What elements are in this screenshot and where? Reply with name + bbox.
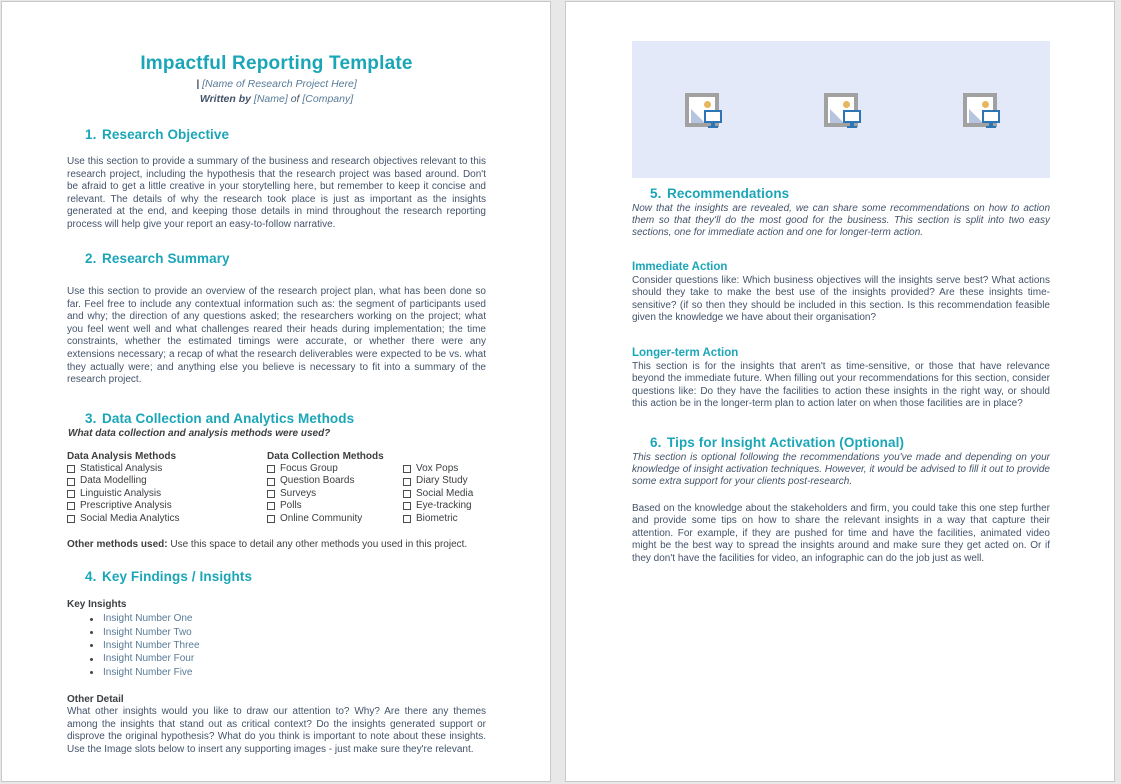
immediate-action-body: Consider questions like: Which business objectives will the insights serve best? What actions should they take to make the best use of the insights provided? Are these insights time-sensitive? (if so then they should be included in this section. Is this recommendation feasible given the knowledge we have about their organisation?	[632, 274, 1050, 324]
checkbox-icon[interactable]	[67, 502, 75, 510]
insight-item: Insight Number Four	[103, 652, 486, 665]
insight-item: Insight Number Three	[103, 639, 486, 652]
section-4-number: 4.	[85, 569, 97, 585]
checkbox-diary-study[interactable]: Diary Study	[403, 475, 486, 487]
image-placeholder-icon[interactable]	[963, 93, 997, 127]
checkbox-icon[interactable]	[67, 490, 75, 498]
section-6-heading	[650, 435, 1050, 450]
checkbox-icon[interactable]	[267, 502, 275, 510]
checkbox-icon[interactable]	[267, 465, 275, 473]
checkbox-question-boards[interactable]: Question Boards	[267, 475, 403, 487]
section-5-number: 5.	[650, 186, 662, 201]
monitor-base	[708, 126, 718, 128]
sun-icon	[982, 101, 989, 108]
checkbox-icon[interactable]	[67, 465, 75, 473]
checkbox-icon[interactable]	[403, 478, 411, 486]
checkbox-icon[interactable]	[403, 490, 411, 498]
section-5-title: Recommendations	[667, 186, 790, 201]
section-6-body: Based on the knowledge about the stakeholders and firm, you could take this one step further and provide some tips on how to share the relevant insights in a way that capture their attention. For example, if they are pushed for time and have the facilities, animated video might be the best way to spread the insights around and make sure they get acted on. Or if they don't have the facilities for video, an infographic can do the job just as well.	[632, 502, 1050, 564]
section-6-title: Tips for Insight Activation (Optional)	[667, 434, 905, 450]
monitor-base	[986, 126, 996, 128]
mountain-icon	[969, 109, 983, 123]
insight-item: Insight Number Five	[103, 666, 486, 679]
monitor-icon	[704, 110, 722, 123]
section-3-subtitle: What data collection and analysis methods were used?	[68, 427, 331, 439]
checkbox-icon[interactable]	[403, 465, 411, 473]
longer-term-action-heading: Longer-term Action	[632, 346, 739, 359]
monitor-base	[847, 126, 857, 128]
checkbox-icon[interactable]	[67, 515, 75, 523]
document-title: Impactful Reporting Template	[140, 53, 413, 74]
section-6-number: 6.	[650, 434, 662, 450]
checkbox-prescriptive-analysis[interactable]: Prescriptive Analysis	[67, 500, 267, 512]
other-methods-label: Other methods used:	[67, 539, 168, 551]
checkbox-icon[interactable]	[403, 502, 411, 510]
section-5-intro: Now that the insights are revealed, we can share some recommendations on how to action them so that they'll do the most good for the business. This section is split into two easy sections, one for immediate action and one for longer-term action.	[632, 203, 1050, 239]
analysis-methods-header: Data Analysis Methods	[67, 450, 177, 462]
collection-methods-column-1	[267, 451, 403, 525]
checkbox-icon[interactable]	[267, 490, 275, 498]
monitor-icon	[982, 110, 1000, 123]
other-methods-text: Use this space to detail any other methods you used in this project.	[170, 539, 468, 551]
checkbox-social-media-analytics[interactable]: Social Media Analytics	[67, 513, 267, 525]
key-insights-list	[67, 612, 486, 679]
section-1-heading	[85, 127, 486, 142]
section-4-heading	[85, 569, 486, 584]
document-page-1	[1, 1, 551, 782]
document-byline	[67, 93, 486, 105]
checkbox-eye-tracking[interactable]: Eye-tracking	[403, 500, 486, 512]
checkbox-surveys[interactable]: Surveys	[267, 488, 403, 500]
image-placeholder-icon[interactable]	[685, 93, 719, 127]
key-insights-label: Key Insights	[67, 599, 127, 611]
section-2-number: 2.	[85, 251, 97, 267]
image-placeholder-icon[interactable]	[824, 93, 858, 127]
mountain-icon	[691, 109, 705, 123]
section-3-heading	[85, 411, 486, 426]
sun-icon	[704, 101, 711, 108]
section-1-title: Research Objective	[102, 127, 230, 142]
author-name-placeholder: [Name]	[253, 93, 288, 105]
section-4-title: Key Findings / Insights	[102, 569, 253, 585]
checkbox-data-modelling[interactable]: Data Modelling	[67, 475, 267, 487]
checkbox-statistical-analysis[interactable]: Statistical Analysis	[67, 463, 267, 475]
checkbox-polls[interactable]: Polls	[267, 500, 403, 512]
mountain-icon	[830, 109, 844, 123]
section-2-body: Use this section to provide an overview of the research project plan, what has been done so far. Feel free to include any contextual information such as: the segment of participants used and why; the direction of any questions asked; the researchers working on the project; what you feel went well and what challenges reared their heads during implementation; the time constraints, whether the estimated timings were accurate, or whether there were any extensions necessary; a recap of what the research deliverables were expected to be vs. what they actually were; and anything else you believe is necessary to fit into a summary of the research project.	[67, 286, 486, 386]
other-detail-label: Other Detail	[67, 694, 124, 706]
document-subtitle	[67, 78, 486, 90]
project-name-placeholder: [Name of Research Project Here]	[202, 78, 357, 90]
checkbox-biometric[interactable]: Biometric	[403, 513, 486, 525]
section-2-heading	[85, 251, 486, 266]
company-placeholder: [Company]	[302, 93, 354, 105]
checkbox-vox-pops[interactable]: Vox Pops	[403, 463, 486, 475]
monitor-icon	[843, 110, 861, 123]
longer-term-action-body: This section is for the insights that aren't as time-sensitive, or those that have relevance beyond the immediate future. When filling out your recommendations for this section, consider questions like: Do they have the facilities to action these insights in the right way, or should this action be in the longer-term plan to action later on when those facilities are in place?	[632, 360, 1050, 410]
checkbox-icon[interactable]	[403, 515, 411, 523]
analysis-methods-column	[67, 451, 267, 525]
document-page-2	[565, 1, 1115, 782]
section-3-title: Data Collection and Analytics Methods	[102, 410, 355, 426]
checkbox-online-community[interactable]: Online Community	[267, 513, 403, 525]
other-methods-line	[67, 539, 486, 550]
checkbox-icon[interactable]	[267, 478, 275, 486]
section-6-intro: This section is optional following the recommendations you've made and depending on your knowledge of insight activation techniques. However, it would be advised to fill it out to provide some extra support for your clients post-research.	[632, 451, 1050, 488]
insight-item: Insight Number Two	[103, 626, 486, 639]
image-banner	[632, 41, 1050, 178]
checkbox-linguistic-analysis[interactable]: Linguistic Analysis	[67, 488, 267, 500]
section-3-number: 3.	[85, 410, 97, 426]
immediate-action-heading: Immediate Action	[632, 260, 728, 273]
byline-prefix: Written by	[199, 93, 251, 105]
checkbox-focus-group[interactable]: Focus Group	[267, 463, 403, 475]
checkbox-icon[interactable]	[67, 478, 75, 486]
section-1-body: Use this section to provide a summary of the business and research objectives relevant to this research project, including the hypothesis that the research project was based around. Don't be afraid to get a little creative in your storytelling here, but remember to keep it concise and relevant. The details of why the research took place is just as important as the insights generated at the end, and keeping those details in mind throughout the research reporting process will help give your report an easy-to-follow narrative.	[67, 156, 486, 230]
insight-item: Insight Number One	[103, 612, 486, 625]
subtitle-bar: |	[196, 78, 200, 90]
section-2-title: Research Summary	[102, 251, 230, 267]
checkbox-social-media[interactable]: Social Media	[403, 488, 486, 500]
byline-of: of	[290, 93, 300, 105]
section-5-heading	[650, 186, 1050, 201]
column-spacer	[403, 451, 486, 463]
collection-methods-header: Data Collection Methods	[267, 450, 384, 462]
section-1-number: 1.	[85, 127, 97, 142]
other-detail-body: What other insights would you like to draw our attention to? Why? Are there any themes among the insights that stand out as critical context? Do the insights generated support or disprove the original hypothesis? What do you think is important to note about these insights. Use the Image slots below to insert any supporting images - just make sure they're relevant.	[67, 706, 486, 755]
collection-methods-column-2	[403, 451, 486, 525]
sun-icon	[843, 101, 850, 108]
methods-checklist	[67, 451, 486, 525]
checkbox-icon[interactable]	[267, 515, 275, 523]
